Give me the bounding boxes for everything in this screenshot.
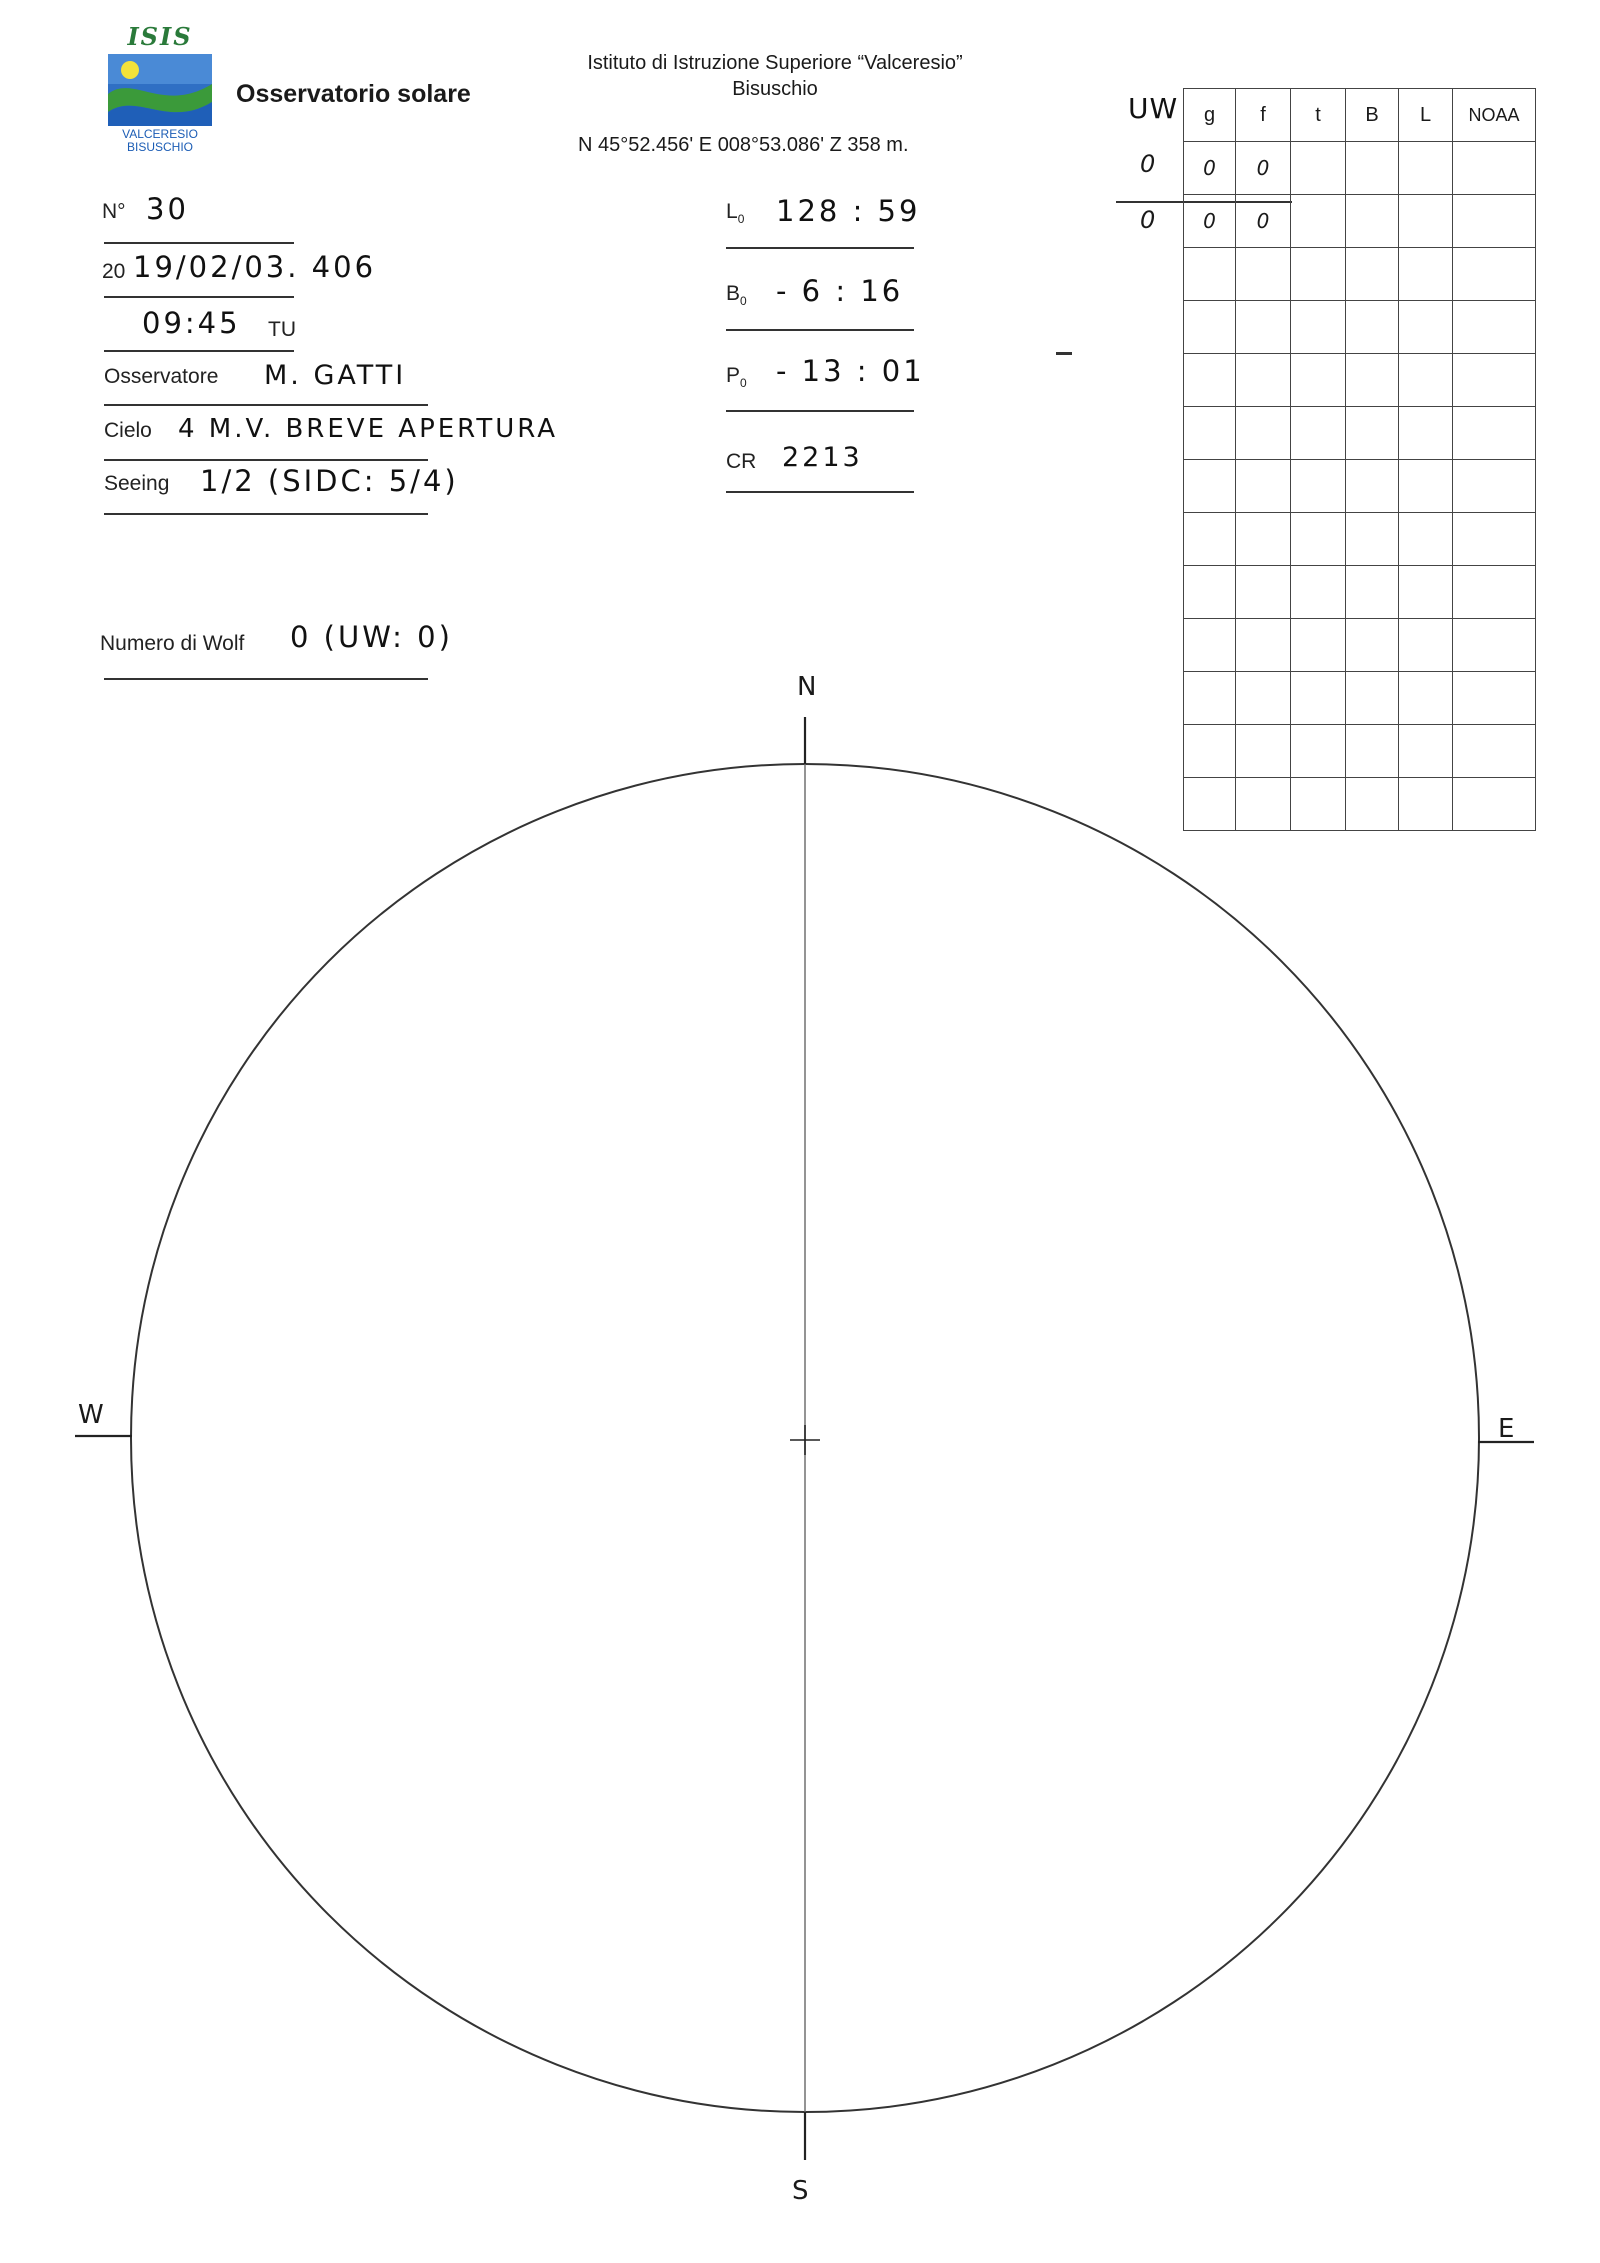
header-f: f <box>1236 89 1291 142</box>
b0-value: - 6 : 16 <box>776 274 904 308</box>
header-b: B <box>1346 89 1399 142</box>
wolf-number-value: 0 (UW: 0) <box>290 620 453 654</box>
uw-row-1: 0 <box>1140 150 1156 178</box>
header-noaa: NOAA <box>1453 89 1536 142</box>
west-label: W <box>78 1400 104 1430</box>
table-cell: 0 <box>1184 142 1236 195</box>
south-label: S <box>792 2176 809 2206</box>
uw-label: UW <box>1128 92 1179 125</box>
east-label: E <box>1498 1414 1515 1444</box>
date-value: 19/02/03. 406 <box>133 250 377 284</box>
date-prefix: 20 <box>102 260 126 283</box>
l0-value: 128 : 59 <box>776 194 921 228</box>
logo-wordmark: ISIS <box>127 22 193 51</box>
sky-value: 4 M.V. BREVE APERTURA <box>178 414 559 444</box>
header-g: g <box>1184 89 1236 142</box>
observer-label: Osservatore <box>104 365 219 388</box>
observer-value: M. GATTI <box>264 360 407 391</box>
l0-label: $L_0$ <box>726 200 745 227</box>
school-line-2: Bisuschio <box>732 78 818 100</box>
p0-label: $P_0$ <box>726 364 747 391</box>
cr-value: 2213 <box>782 442 863 473</box>
seeing-value: 1/2 (SIDC: 5/4) <box>200 464 459 498</box>
p0-value: - 13 : 01 <box>776 354 925 388</box>
number-label: N° <box>102 200 126 223</box>
table-cell: 0 <box>1236 142 1291 195</box>
uw-row-2: 0 <box>1140 206 1156 234</box>
time-unit: TU <box>268 318 296 341</box>
north-label: N <box>797 672 817 702</box>
sky-label: Cielo <box>104 419 152 442</box>
seeing-label: Seeing <box>104 472 170 495</box>
header-l: L <box>1399 89 1453 142</box>
number-value: 30 <box>146 192 189 226</box>
b0-label: $B_0$ <box>726 282 747 309</box>
table-cell: 0 <box>1236 195 1291 248</box>
time-value: 09:45 <box>142 306 241 340</box>
logo-line-1: VALCERESIO <box>122 127 198 141</box>
school-line-1: Istituto di Istruzione Superiore “Valceresio” <box>587 52 963 74</box>
wolf-number-label: Numero di Wolf <box>100 632 245 655</box>
page-title: Osservatorio solare <box>236 80 471 108</box>
observatory-coordinates: N 45°52.456' E 008°53.086' Z 358 m. <box>578 134 909 156</box>
table-cell: 0 <box>1184 195 1236 248</box>
logo-line-2: BISUSCHIO <box>126 140 193 154</box>
header-t: t <box>1291 89 1346 142</box>
cr-label: CR <box>726 450 757 473</box>
